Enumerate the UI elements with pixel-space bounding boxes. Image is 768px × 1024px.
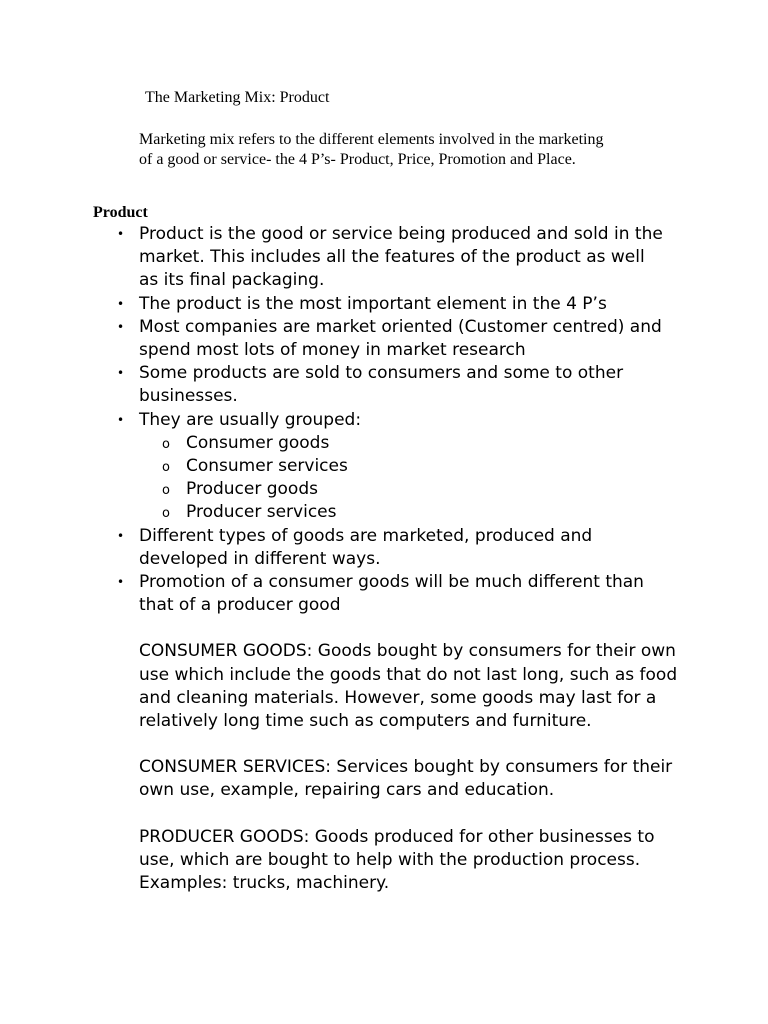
list-item xyxy=(0,525,669,571)
list-item-text: Some products are sold to consumers and some to other businesses. xyxy=(139,363,624,407)
bullet-list xyxy=(0,223,768,432)
list-item-text: Most companies are market oriented (Customer centred) and spend most lots of money in market research xyxy=(139,316,662,361)
list-item-text: They are usually grouped: xyxy=(139,409,362,430)
definition-line: use which include the goods that do not last long, such as food xyxy=(139,664,678,685)
list-item xyxy=(0,571,669,617)
sub-list-item-text: Consumer services xyxy=(186,456,348,477)
definition-line: use, which are bought to help with the production process. xyxy=(139,849,641,870)
list-item-text: Promotion of a consumer goods will be much different than that of a producer good xyxy=(139,572,644,616)
sub-list-item-text: Consumer goods xyxy=(186,432,330,453)
list-item-text: Product is the good or service being produced and sold in the market. This includes all the features of the product as well as its final packaging. xyxy=(139,224,663,291)
document-title: The Marketing Mix: Product xyxy=(145,89,330,106)
sub-list-item xyxy=(0,455,768,478)
list-item xyxy=(0,409,669,432)
definition-line: Examples: trucks, machinery. xyxy=(139,873,390,894)
bullet-icon: • xyxy=(117,319,125,334)
intro-paragraph xyxy=(139,130,699,170)
definition-line: CONSUMER SERVICES: Services bought by consumers for their xyxy=(139,757,673,778)
sub-list-item xyxy=(0,478,768,501)
sub-list-item xyxy=(0,432,768,455)
sub-list xyxy=(0,432,768,525)
definition-line: PRODUCER GOODS: Goods produced for other businesses to xyxy=(139,826,655,847)
intro-line: Marketing mix refers to the different elements involved in the marketing xyxy=(139,131,604,148)
definition-producer-goods xyxy=(0,826,709,896)
intro-line: of a good or service- the 4 P’s- Product, Price, Promotion and Place. xyxy=(139,151,576,168)
list-item xyxy=(0,293,669,316)
definition-line: own use, example, repairing cars and education. xyxy=(139,780,555,801)
bullet-icon: • xyxy=(117,412,125,427)
definition-line: relatively long time such as computers and furniture. xyxy=(139,711,592,732)
section-heading: Product xyxy=(93,204,148,221)
circle-bullet-icon: o xyxy=(162,506,170,522)
sub-list-item-text: Producer services xyxy=(186,502,337,523)
sub-list-item-text: Producer goods xyxy=(186,479,318,500)
circle-bullet-icon: o xyxy=(162,460,170,476)
content-body xyxy=(0,223,768,895)
list-item xyxy=(0,316,669,362)
definition-consumer-services xyxy=(0,756,709,802)
bullet-icon: • xyxy=(117,296,125,311)
definition-line: and cleaning materials. However, some goods may last for a xyxy=(139,687,657,708)
bullet-icon: • xyxy=(117,227,125,241)
circle-bullet-icon: o xyxy=(162,436,170,452)
bullet-list xyxy=(0,525,768,618)
list-item xyxy=(0,362,669,408)
bullet-icon: • xyxy=(117,528,125,543)
list-item-text: The product is the most important element in the 4 P’s xyxy=(139,293,607,314)
list-item-text: Different types of goods are marketed, produced and developed in different ways. xyxy=(139,525,593,569)
definition-consumer-goods xyxy=(0,640,709,733)
list-item xyxy=(0,223,669,293)
definition-line: CONSUMER GOODS: Goods bought by consumers for their own xyxy=(139,641,676,662)
bullet-icon: • xyxy=(117,575,125,590)
circle-bullet-icon: o xyxy=(162,483,170,499)
sub-list-item xyxy=(0,501,768,524)
bullet-icon: • xyxy=(117,366,125,381)
